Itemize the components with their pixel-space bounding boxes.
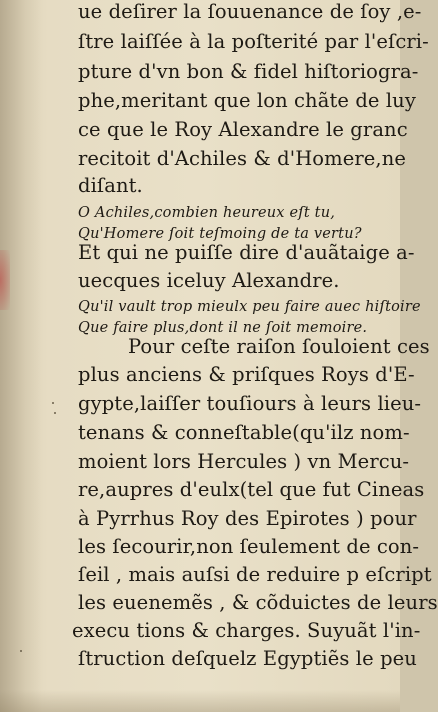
verse-line: O Achiles,combien heureux eſt tu, [78,205,336,221]
text-line: Et qui ne puiſſe dire d'auãtaige a- [78,241,415,264]
text-line: les ſecourir,non ſeulement de con- [78,535,420,558]
ink-speck [20,650,22,652]
text-line: pture d'vn bon & fidel hiſtoriogra- [78,60,419,83]
text-line: gypte,laiſſer touſiours à leurs lieu- [78,392,422,415]
text-line: ce que le Roy Alexandre le granc [78,118,408,141]
text-line: ue deſirer la ſouuenance de ſoy ,e- [78,0,422,23]
verse-line: Que faire plus,dont il ne ſoit memoire. [78,320,368,336]
text-line: diſant. [78,174,143,197]
binding-gutter-shadow [0,0,42,712]
verse-line: Qu'il vault trop mieulx peu faire auec hiſtoire [78,299,421,315]
ink-speck [54,412,56,414]
text-line: à Pyrrhus Roy des Epirotes ) pour [78,507,417,530]
page-bottom-edge [0,690,400,712]
text-line: ſtre laiſſée à la poſterité par l'eſcri- [78,30,429,53]
text-line: uecques iceluy Alexandre. [78,269,340,292]
text-line: execu tions & charges. Suyuãt l'in- [72,619,421,642]
verse-line: Qu'Homere ſoit teſmoing de ta vertu? [78,226,362,242]
text-line: ſeil , mais auſsi de reduire p eſcript [78,563,432,586]
text-line: les euenemẽs , & cõduictes de leurs [78,591,438,614]
text-line: phe,meritant que lon chãte de luy [78,89,416,112]
text-line: moient lors Hercules ) vn Mercu- [78,450,410,473]
paragraph-start-line: Pour ceſte raiſon ſouloient ces [128,335,430,358]
text-line: tenans & conneſtable(qu'ilz nom- [78,421,410,444]
red-stain-mark [0,250,10,310]
text-line: recitoit d'Achiles & d'Homere,ne [78,147,407,170]
text-line: re,aupres d'eulx(tel que fut Cineas [78,478,425,501]
ink-speck [52,402,54,404]
text-line: ſtruction deſquelz Egyptiẽs le peu [78,647,417,670]
text-line: plus anciens & priſques Roys d'E- [78,363,415,386]
